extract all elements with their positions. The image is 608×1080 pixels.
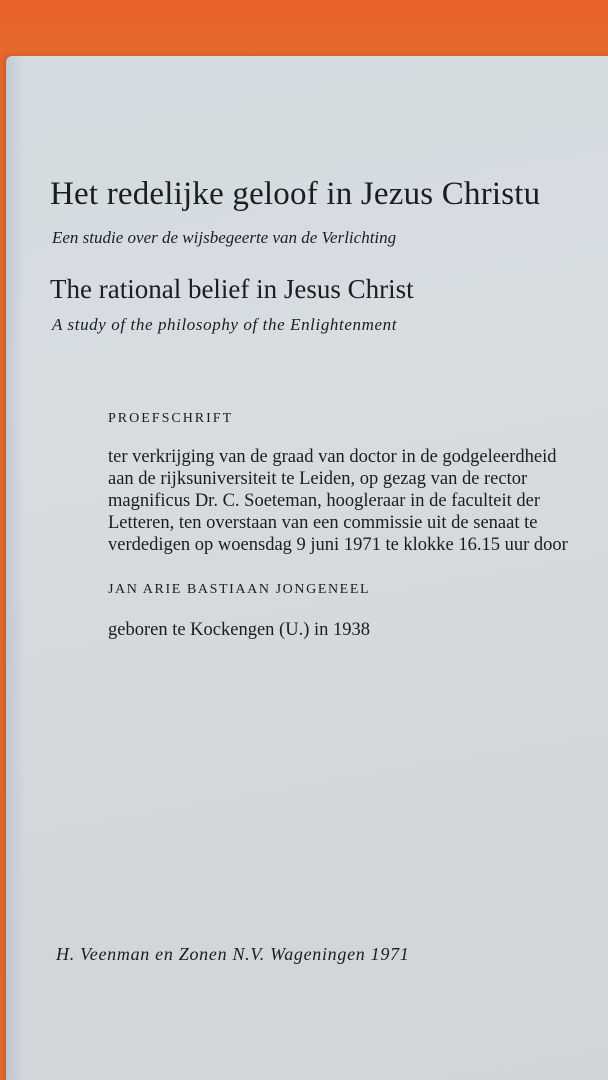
subtitle-dutch: Een studie over de wijsbegeerte van de Verlichting xyxy=(52,228,397,247)
publisher-line: H. Veenman en Zonen N.V. Wageningen 1971 xyxy=(56,944,410,964)
statement-line: aan de rijksuniversiteit te Leiden, op gezag van de rector xyxy=(108,469,528,489)
title-dutch: Het redelijke geloof in Jezus Christu xyxy=(50,176,541,212)
dissertation-statement xyxy=(108,446,568,556)
title-english: The rational belief in Jesus Christ xyxy=(50,274,414,304)
title-page xyxy=(6,56,608,1080)
author-birth: geboren te Kockengen (U.) in 1938 xyxy=(108,620,370,640)
proefschrift-label: PROEFSCHRIFT xyxy=(108,411,234,426)
author-name: JAN ARIE BASTIAAN JONGENEEL xyxy=(108,582,371,597)
statement-line: verdedigen op woensdag 9 juni 1971 te klokke 16.15 uur door xyxy=(108,535,568,555)
statement-line: magnificus Dr. C. Soeteman, hoogleraar in de faculteit der xyxy=(108,491,541,511)
statement-line: Letteren, ten overstaan van een commissie uit de senaat te xyxy=(108,513,538,533)
statement-line: ter verkrijging van de graad van doctor in de godgeleerdheid xyxy=(108,447,557,467)
subtitle-english: A study of the philosophy of the Enlightenment xyxy=(52,315,398,334)
